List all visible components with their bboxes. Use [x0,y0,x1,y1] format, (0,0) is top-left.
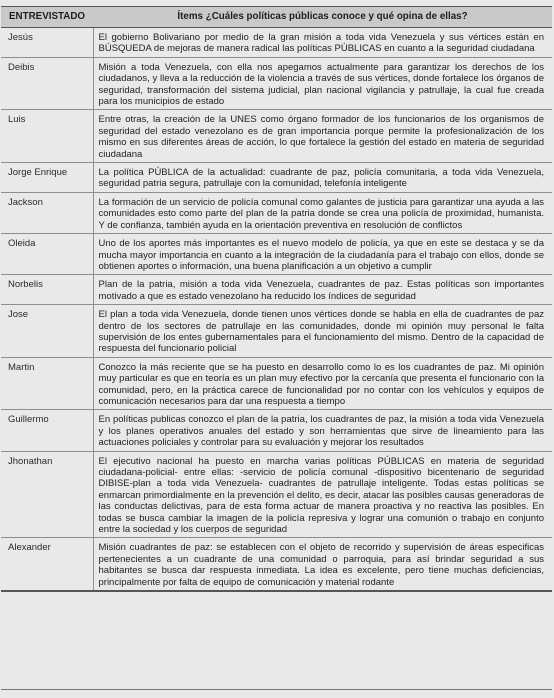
interviewee-name: Jhonathan [1,451,93,538]
interviewee-answer: La formación de un servicio de policía comunal como galantes de justicia para garantizar una ayuda a las comunidades esto como parte del plan de la patria donde se crea una policía de proximidad, humanista. Y de confianza, también ayuda en la orientación preventiva en resolución de conflictos [93,192,552,233]
column-header-interviewee: ENTREVISTADO [1,7,93,28]
table-row [1,538,552,591]
bottom-divider [1,689,552,690]
table-row [1,163,552,193]
interviewee-answer: La política PÚBLICA de la actualidad: cuadrante de paz, policía comunitaria, a toda vida Venezuela, seguridad patria segura, patrullaje con la comunidad, telefonía inteligente [93,163,552,193]
table-row [1,28,552,58]
interviewee-name: Jesús [1,28,93,58]
interviewee-name: Norbelis [1,275,93,305]
table-row [1,305,552,358]
interviewee-name: Guillermo [1,410,93,451]
table-row [1,110,552,163]
interviews-table [1,6,552,592]
interviewee-name: Luis [1,110,93,163]
interviewee-answer: Plan de la patria, misión a toda vida Venezuela, cuadrantes de paz. Estas políticas son importantes motivado a que es estado venezolano ha reducido los índices de seguridad [93,275,552,305]
interviewee-answer: El ejecutivo nacional ha puesto en marcha varias políticas PÚBLICAS en materia de seguridad ciudadana-policial- entre ellas: -servicio de policía comunal -dispositivo bicentenario de seguridad DIBISE-plan a toda vida Venezuela- cuadrantes de patrullaje inteligente. Todas estas políticas se enmarcan primordialmente en la prevención el delito, es decir, atacar las posibles causas generadoras de las conductas delictivas, para de esta forma actuar de manera proactiva y no reactiva las posibles. En todas se busca cambiar la imagen de la policía represiva y lograr una comunión o trabajo en conjunto entre la sociedad y los cuerpos de seguridad [93,451,552,538]
table-row [1,57,552,110]
table-row [1,451,552,538]
interviewee-name: Jorge Enrique [1,163,93,193]
table-row [1,357,552,410]
column-header-items: Ítems ¿Cuáles políticas públicas conoce y qué opina de ellas? [93,7,552,28]
interviewee-answer: Misión a toda Venezuela, con ella nos apegamos actualmente para garantizar los derechos de los ciudadanos, y lleva a la reducción de la violencia a través de sus vértices, donde fortalece los órganos de seguridad, transformación del sistema judicial, plan nacional vigilancia y patrullaje, la cual fue creada para los municipios de estado [93,57,552,110]
interviewee-answer: Misión cuadrantes de paz: se establecen con el objeto de recorrido y supervisión de áreas especificas pertenecientes a un cuadrante de una comunidad o parroquia, para así brindar seguridad a sus habitantes se busca dar respuesta inmediata. La idea es excelente, pero tiene muchas deficiencias, principalmente por falta de equipo de comunicación y material rodante [93,538,552,591]
interviewee-name: Oleida [1,234,93,275]
interviewee-answer: El gobierno Bolivariano por medio de la gran misión a toda vida Venezuela y sus vértices están en BÚSQUEDA de mejoras de manera radical las políticas PÚBLICAS en cuanto a la seguridad ciudadana [93,28,552,58]
table-header-row [1,7,552,28]
interviewee-answer: Entre otras, la creación de la UNES como órgano formador de los funcionarios de los organismos de seguridad del estado venezolano es de gran importancia porque permite la profesionalización de los mismo en sus diferentes áreas de acción, lo que fortalece la gestión del estado en materia de seguridad ciudadana [93,110,552,163]
table-row [1,410,552,451]
interviewee-name: Deibis [1,57,93,110]
interviewee-answer: Uno de los aportes más importantes es el nuevo modelo de policía, ya que en este se destaca y se da mucha mayor importancia en cuanto a la integración de la ciudadanía para el trabajo con ellos, donde se obtienen aportes o información, una buena planificación a un objetivo a cumplir [93,234,552,275]
table-row [1,192,552,233]
interviewee-answer: En políticas publicas conozco el plan de la patria, los cuadrantes de paz, la misión a toda vida Venezuela y los planes operativos anuales del estado y son herramientas que sirve de lineamiento para las actuaciones policiales y controlar para su evaluación y mejorar los resultados [93,410,552,451]
interviewee-name: Martin [1,357,93,410]
table-row [1,275,552,305]
interviewee-name: Alexander [1,538,93,591]
table-body [1,28,552,592]
interviewee-answer: El plan a toda vida Venezuela, donde tienen unos vértices donde se habla en ella de cuadrantes de paz dentro de los sectores de patrullaje en las comunidades, donde mi opinión muy personal le falta supervisión de los entes gubernamentales para el funcionamiento del mismo. Dentro de la capacidad de respuesta del funcionario policial [93,305,552,358]
interviewee-answer: Conozco la más reciente que se ha puesto en desarrollo como lo es los cuadrantes de paz. Mi opinión muy particular es que en teoría es un plan muy efectivo por la cercanía que presenta el funcionario con la comunidad, pero, en la práctica carece de funcionalidad por no contar con los vehículos y equipos de comunicación necesarios para dar una respuesta a tiempo [93,357,552,410]
table-row [1,234,552,275]
interviewee-name: Jose [1,305,93,358]
interviewee-name: Jackson [1,192,93,233]
